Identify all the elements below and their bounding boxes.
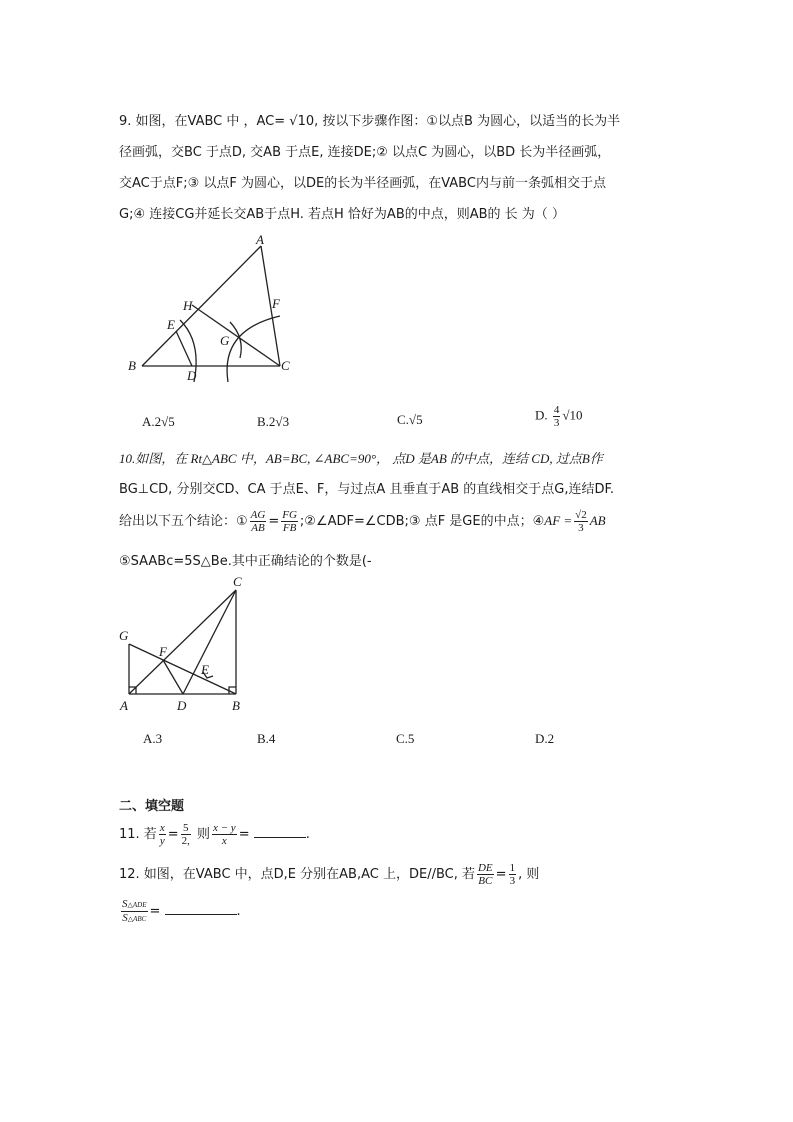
q9-option-d[interactable]: D. $\frac{4}{3}$ √10 (535, 404, 583, 429)
q11-line: 11. 若 $\frac{x}{y}$ = $\frac{5}{2,}$ 则 $\frac{x - y}{x}$ = . (119, 822, 310, 847)
q9-figure (120, 230, 300, 390)
q9-line-2: 径画弧，交BC 于点D, 交AB 于点E, 连接DE;② 以点C 为圆心，以BD 长为半径画弧， (119, 145, 611, 160)
q10-label-d: D (177, 698, 187, 713)
q9-side-ab (142, 246, 261, 366)
q12-line-1: 12. 如图，在VABC 中，点D,E 分别在AB,AC 上，DE//BC, 若 $\frac{DE}{BC}$ = $\frac{1}{3}$ , 则 (119, 862, 540, 887)
q9-label-g: G (220, 333, 230, 348)
q12-answer-blank[interactable] (165, 902, 237, 915)
q10-label-b: B (232, 698, 240, 713)
q10-option-b[interactable]: B.4 (257, 731, 276, 746)
q10-segment-gb (129, 644, 236, 694)
q10-option-a[interactable]: A.3 (143, 731, 163, 746)
q9-segment-de (176, 331, 192, 366)
q10-label-e: E (201, 662, 209, 677)
q9-option-c[interactable]: C.√5 (397, 412, 423, 427)
q9-label-d: D (187, 368, 197, 383)
q9-arc-fd (227, 316, 280, 382)
q10-line-4: ⑤SAABc=5S△Be.其中正确结论的个数是(- (119, 554, 372, 569)
q9-arc-g (230, 322, 241, 358)
q9-label-c: C (281, 358, 290, 373)
q10-label-g: G (119, 628, 129, 643)
q10-label-a: A (120, 698, 128, 713)
q10-side-ac (129, 590, 236, 694)
q9-segment-ch (192, 305, 280, 366)
q10-option-d[interactable]: D.2 (535, 731, 555, 746)
q10-line-3: 给出以下五个结论：① $\frac{AG}{AB}$ = $\frac{FG}{FB}$ ;②∠ADF=∠CDB;③ 点F 是GE的中点；④AF = $\frac{√2}{3}$ AB (119, 509, 606, 534)
section-title: 二、填空题 (119, 799, 185, 814)
q9-label-b: B (128, 358, 136, 373)
q12-line-2: $\frac{\text{S△ADE}}{\text{S△ABC}}$ = . (122, 898, 241, 924)
q11-answer-blank[interactable] (254, 825, 306, 838)
q10-line-1: 10.如图，在 Rt△ABC 中，AB=BC, ∠ABC=90°， 点D 是AB 的中点，连结 CD, 过点B作 (119, 451, 603, 466)
q9-label-f: F (272, 296, 280, 311)
q10-figure (115, 572, 255, 718)
q10-label-f: F (159, 644, 167, 659)
q9-option-b[interactable]: B.2√3 (257, 414, 290, 429)
q9-label-e: E (167, 317, 175, 332)
q9-line-1: 9. 如图，在VABC 中 ，AC= √10, 按以下步骤作图：①以点B 为圆心，以适当的长为半 (119, 114, 621, 129)
q10-option-c[interactable]: C.5 (396, 731, 415, 746)
q10-line-2: BG⊥CD, 分别交CD、CA 于点E、F，与过点A 且垂直于AB 的直线相交于点G,连结DF. (119, 482, 615, 497)
q10-segment-cd (183, 590, 236, 694)
q10-label-c: C (233, 574, 242, 589)
q9-line-4: G;④ 连接CG并延长交AB于点H. 若点H 恰好为AB的中点，则AB的 长 为（ ） (119, 207, 565, 222)
q9-option-a[interactable]: A.2√5 (142, 414, 175, 429)
q9-label-h: H (183, 298, 193, 313)
q9-label-a: A (256, 232, 264, 247)
q9-line-3: 交AC于点F;③ 以点F 为圆心，以DE的长为半径画弧，在VABC内与前一条弧相交于点 (119, 176, 606, 191)
